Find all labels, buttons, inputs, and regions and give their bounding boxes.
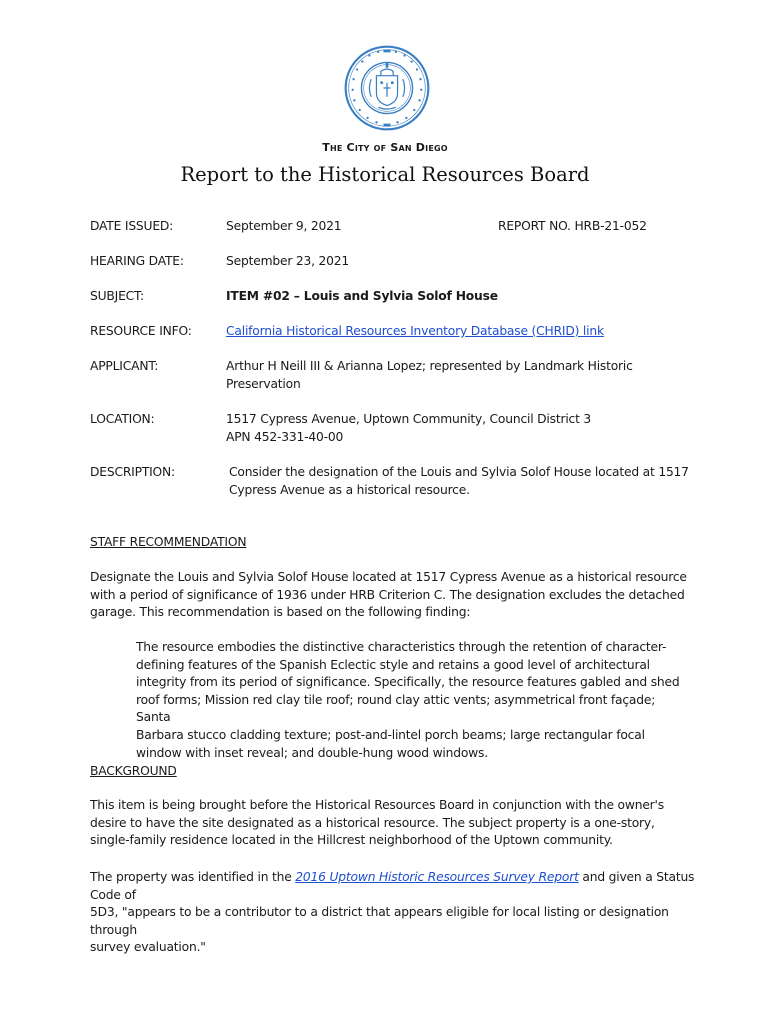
text-line: with a period of significance of 1936 under HRB Criterion C. The designation excludes the detached [90,587,685,602]
applicant-line-2: Preservation [226,376,301,391]
applicant-line-1: Arthur H Neill III & Arianna Lopez; represented by Landmark Historic [226,359,633,373]
location-line-2: APN 452-331-40-00 [226,429,344,444]
applicant-label: APPLICANT: [90,359,159,373]
chrid-link[interactable]: California Historical Resources Inventory Database (CHRID) link [226,324,604,338]
hearing-date-label: HEARING DATE: [90,254,184,268]
resource-info-value [226,323,696,341]
text-line: Designate the Louis and Sylvia Solof House located at 1517 Cypress Avenue as a historical resource [90,570,687,584]
uptown-survey-link[interactable]: 2016 Uptown Historic Resources Survey Report [295,870,579,884]
location-line-1: 1517 Cypress Avenue, Uptown Community, Council District 3 [226,412,592,426]
text-span: The property was identified in the [90,870,296,884]
text-line: Barbara stucco cladding texture; post-and-lintel porch beams; large rectangular focal [136,727,645,742]
staff-recommendation-paragraph [90,569,715,622]
description-label: DESCRIPTION: [90,465,175,479]
city-name: The City of San Diego [322,141,448,154]
city-seal-icon [343,44,431,132]
hearing-date-value: September 23, 2021 [226,254,350,268]
background-paragraph-1 [90,797,715,850]
subject-value: ITEM #02 – Louis and Sylvia Solof House [226,289,498,303]
staff-recommendation-heading: STAFF RECOMMENDATION [90,535,247,549]
subject-label: SUBJECT: [90,289,144,303]
date-issued-value: September 9, 2021 [226,219,342,233]
text-line: integrity from its period of significance. Specifically, the resource features gabled and shed [136,675,680,690]
location-label: LOCATION: [90,412,155,426]
text-line: desire to have the site designated as a historical resource. The subject property is a one-story, [90,815,655,830]
text-line: This item is being brought before the Historical Resources Board in conjunction with the owner's [90,798,664,812]
text-line: window with inset reveal; and double-hung wood windows. [136,745,488,760]
text-line [90,869,715,904]
text-line: defining features of the Spanish Eclectic style and retains a good level of architectural [136,657,650,672]
background-heading: BACKGROUND [90,764,177,778]
text-line: roof forms; Mission red clay tile roof; round clay attic vents; asymmetrical front façade; Santa [136,692,656,725]
description-line-2: Cypress Avenue as a historical resource. [229,482,470,497]
text-line: The resource embodies the distinctive characteristics through the retention of character- [136,640,667,654]
report-number: REPORT NO. HRB-21-052 [498,219,647,233]
resource-info-label: RESOURCE INFO: [90,324,192,338]
date-issued-label: DATE ISSUED: [90,219,174,233]
text-line: garage. This recommendation is based on the following finding: [90,605,471,619]
background-paragraph-2 [90,869,715,957]
description-line-1: Consider the designation of the Louis and Sylvia Solof House located at 1517 [229,465,689,479]
text-span: and given a Status Code of [90,870,695,902]
text-line: survey evaluation." [90,940,206,954]
text-line: 5D3, "appears to be a contributor to a district that appears eligible for local listing or designation through [90,905,669,937]
finding-paragraph [136,639,684,762]
page-title: Report to the Historical Resources Board [180,163,590,186]
text-line: single-family residence located in the Hillcrest neighborhood of the Uptown community. [90,833,613,847]
